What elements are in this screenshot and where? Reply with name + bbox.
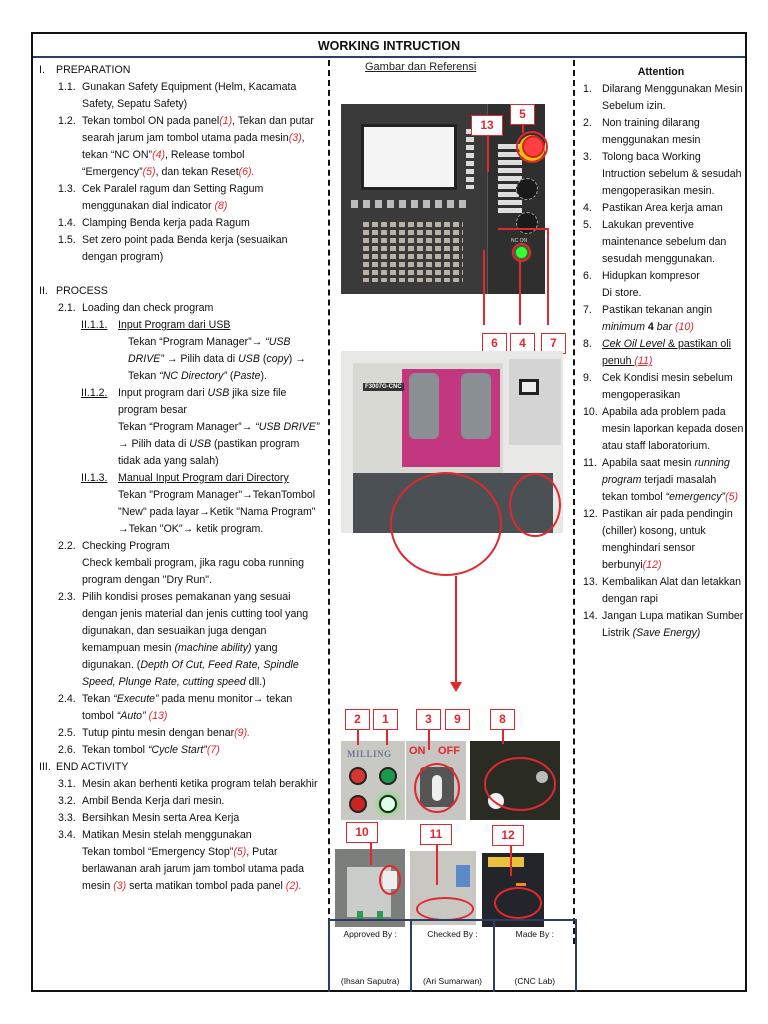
column-divider-right	[573, 60, 575, 944]
step-number: 2.5.	[58, 727, 76, 739]
section-label: PREPARATION	[56, 64, 131, 76]
callout-6: 6	[482, 333, 507, 354]
callout-13: 13	[471, 115, 503, 136]
step-number: 2.1.	[58, 302, 76, 314]
signature-name: (Ari Sumarwan)	[422, 976, 483, 986]
attention-item	[577, 115, 745, 149]
step-text: Tekan tombol ON pada panel(1), Tekan dan putar searah jarum jam tombol utama pada mesin(3), tekan “NC ON”(4), Release tombol “Emergency”(5), dan tekan Reset(6).	[82, 115, 314, 178]
arrow-line	[455, 576, 457, 686]
attention-number: 7.	[583, 304, 592, 316]
step-number: 1.1.	[58, 81, 76, 93]
callout-4: 4	[510, 333, 535, 354]
callout-8: 8	[490, 709, 515, 730]
step-number: 3.1.	[58, 778, 76, 790]
chiller-photo	[482, 853, 544, 927]
signature-name: (Ihsan Saputra)	[340, 976, 400, 986]
highlight-ring	[494, 887, 542, 919]
reference-heading: Gambar dan Referensi	[365, 61, 477, 73]
step-item	[33, 827, 327, 895]
door-window	[461, 373, 491, 439]
on-button-icon	[379, 767, 397, 785]
callout-line	[428, 730, 430, 750]
step-item	[33, 793, 327, 810]
spindle-override-knob-icon	[516, 212, 538, 234]
door-window	[409, 373, 439, 439]
main-switch-photo	[406, 741, 466, 820]
attention-title: Attention	[637, 66, 685, 78]
callout-line	[502, 730, 504, 744]
substep-body: Tekan "Program Manager"→TekanTombol "New" pada layar→Ketik "Nama Program" →Tekan "OK"→ ketik program.	[118, 489, 316, 535]
callout-line	[510, 846, 512, 876]
control-panel-photo	[341, 104, 545, 294]
step-item	[33, 79, 327, 113]
oil-display-icon	[456, 865, 470, 887]
attention-text: Apabila ada problem pada mesin laporkan kepada dosen atau staff laboratorium.	[602, 406, 744, 452]
step-number: 2.6.	[58, 744, 76, 756]
spacer	[33, 266, 327, 283]
step-text: Pilih kondisi proses pemakanan yang sesuai dengan jenis material dan jenis cutting tool yang digunakan, dan sesuaikan juga dengan kemampuan mesin (machine ability) yang digunakan. (Depth Of Cut, Feed Rate, Spindle Speed, Plunge Rate, cutting speed dll.)	[82, 591, 309, 688]
attention-text: Pastikan air pada pendingin (chiller) kosong, untuk menghindari sensor berbunyi(12)	[602, 508, 733, 571]
highlight-ring	[484, 757, 556, 811]
signature-checked	[410, 921, 492, 992]
callout-line	[498, 228, 548, 230]
attention-text: Kembalikan Alat dan letakkan dengan rapi	[602, 576, 741, 605]
step-item	[33, 725, 327, 742]
signature-role: Made By :	[515, 929, 554, 939]
attention-number: 14.	[583, 610, 598, 622]
step-item	[33, 776, 327, 793]
callout-10: 10	[346, 822, 378, 843]
attention-number: 9.	[583, 372, 592, 384]
callout-line	[436, 845, 438, 885]
callout-line	[357, 730, 359, 745]
attention-item	[577, 404, 745, 455]
substep-item	[33, 470, 327, 538]
section-heading	[33, 759, 327, 776]
off-button-icon	[349, 767, 367, 785]
attention-number: 10.	[583, 406, 598, 418]
callout-line	[487, 136, 489, 172]
step-text: Loading dan check program	[82, 302, 214, 314]
callout-2: 2	[345, 709, 370, 730]
signature-role: Approved By :	[343, 929, 397, 939]
attention-item	[577, 455, 745, 506]
on-label: ON	[409, 745, 426, 757]
attention-item	[577, 574, 745, 608]
oil-level-photo	[410, 851, 476, 925]
step-item	[33, 589, 327, 691]
step-text: Mesin akan berhenti ketika program telah berakhir	[82, 778, 318, 790]
attention-item	[577, 608, 745, 642]
highlight-ring	[416, 897, 474, 921]
reference-images-column	[330, 60, 573, 944]
step-item	[33, 691, 327, 725]
dial-indicator-photo	[470, 741, 560, 820]
step-number: 1.3.	[58, 183, 76, 195]
callout-7: 7	[541, 333, 566, 354]
keypad	[363, 222, 463, 282]
machine-model-label: F3007G-CNC	[365, 384, 402, 390]
door-highlight-ring	[390, 472, 502, 576]
step-text: Matikan Mesin stelah menggunakan Tekan tombol “Emergency Stop”(5), Putar berlawanan arah jarum jam tombol utama pada mesin (3) serta matikan tombol pada panel (2).	[82, 829, 305, 892]
section-number: I.	[39, 64, 45, 76]
step-text: Tekan tombol “Cycle Start”(7)	[82, 744, 220, 756]
step-text: Clamping Benda kerja pada Ragum	[82, 217, 250, 229]
step-item	[33, 810, 327, 827]
attention-number: 12.	[583, 508, 598, 520]
substep-item	[33, 385, 327, 470]
callout-line	[370, 843, 372, 865]
callout-line	[386, 730, 388, 745]
step-number: 1.2.	[58, 115, 76, 127]
callout-5: 5	[510, 104, 535, 125]
step-item	[33, 742, 327, 759]
substep-text	[118, 385, 327, 470]
page-title: WORKING INTRUCTION	[33, 34, 745, 58]
highlight-ring	[379, 865, 401, 895]
attention-number: 3.	[583, 151, 592, 163]
callout-line	[519, 260, 521, 325]
step-number: 2.2.	[58, 540, 76, 552]
attention-number: 6.	[583, 270, 592, 282]
substep-number: II.1.2.	[81, 387, 108, 399]
attention-item	[577, 302, 745, 336]
attention-number: 11.	[583, 457, 597, 469]
step-text: Gunakan Safety Equipment (Helm, Kacamata Safety, Sepatu Safety)	[82, 81, 297, 110]
step-text: Ambil Benda Kerja dari mesin.	[82, 795, 225, 807]
machine-control-panel	[509, 359, 561, 445]
feed-override-knob-icon	[516, 178, 538, 200]
signature-made	[493, 921, 577, 992]
attention-number: 5.	[583, 219, 592, 231]
step-text: Bersihkan Mesin serta Area Kerja	[82, 812, 240, 824]
step-item	[33, 538, 327, 589]
callout-3: 3	[416, 709, 441, 730]
attention-item	[577, 336, 745, 370]
attention-text: Tolong baca Working Intruction sebelum & sesudah mengoperasikan mesin.	[602, 151, 742, 197]
attention-item	[577, 149, 745, 200]
step-number: 3.4.	[58, 829, 76, 841]
attention-text: Cek Oil Level & pastikan oli penuh (11)	[602, 338, 731, 367]
side-keys	[466, 129, 474, 189]
attention-number: 1.	[583, 83, 592, 95]
attention-text: Pastikan tekanan angin minimum 4 bar (10)	[602, 304, 713, 333]
callout-line	[483, 250, 485, 325]
arrow-down-icon	[450, 682, 462, 692]
step-number: 1.4.	[58, 217, 76, 229]
step-number: 3.3.	[58, 812, 76, 824]
attention-text: Lakukan preventive maintenance sebelum dan sesudah menggunakan.	[602, 219, 727, 265]
attention-column	[577, 60, 745, 642]
callout-9: 9	[445, 709, 470, 730]
red-lamp-icon	[349, 795, 367, 813]
substep-body: Input program dari USB jika size file program besar Tekan “Program Manager”→ “USB DRIVE” → Pilih data di USB (pastikan program tidak ada yang salah)	[118, 387, 320, 467]
substep-text	[118, 317, 327, 385]
step-text: Tutup pintu mesin dengan benar(9).	[82, 727, 251, 739]
procedure-column	[33, 60, 327, 895]
substep-number: II.1.1.	[81, 319, 108, 331]
section-number: III.	[39, 761, 51, 773]
off-label: OFF	[438, 745, 460, 757]
attention-item	[577, 506, 745, 574]
cnc-screen	[361, 124, 457, 190]
nc-on-label: NC ON	[511, 238, 528, 244]
attention-text: Pastikan Area kerja aman	[602, 202, 723, 214]
step-item	[33, 232, 327, 266]
step-number: 1.5.	[58, 234, 76, 246]
step-number: 2.3.	[58, 591, 76, 603]
highlight-ring	[516, 131, 548, 163]
machine-screen	[519, 379, 539, 395]
highlight-ring	[512, 243, 531, 262]
attention-number: 4.	[583, 202, 592, 214]
attention-item	[577, 200, 745, 217]
substep-item	[33, 317, 327, 385]
attention-text: Apabila saat mesin running program terjadi masalah tekan tombol “emergency”(5)	[602, 457, 739, 503]
section-number: II.	[39, 285, 48, 297]
step-text: Set zero point pada Benda kerja (sesuaikan dengan program)	[82, 234, 288, 263]
callout-11: 11	[420, 824, 452, 845]
substep-text	[118, 470, 327, 538]
callout-line	[522, 125, 524, 133]
attention-text: Jangan Lupa matikan Sumber Listrik (Save Energy)	[602, 610, 744, 639]
attention-text: Cek Kondisi mesin sebelum mengoperasikan	[602, 372, 733, 401]
step-item	[33, 181, 327, 215]
callout-12: 12	[492, 825, 524, 846]
step-item	[33, 215, 327, 232]
step-number: 2.4.	[58, 693, 76, 705]
work-instruction-sheet	[31, 32, 747, 992]
green-lamp-icon	[379, 795, 397, 813]
attention-item	[577, 370, 745, 404]
attention-number: 2.	[583, 117, 592, 129]
attention-item	[577, 268, 745, 302]
callout-line	[547, 228, 549, 325]
attention-text: Non training dilarang menggunakan mesin	[602, 117, 701, 146]
attention-item	[577, 81, 745, 115]
attention-list	[577, 81, 745, 642]
section-label: END ACTIVITY	[56, 761, 129, 773]
signature-block	[328, 919, 577, 992]
attention-number: 8.	[583, 338, 592, 350]
callout-1: 1	[373, 709, 398, 730]
attention-number: 13.	[583, 576, 598, 588]
indicator-bar	[516, 883, 526, 886]
substep-body: Tekan “Program Manager”→ “USB DRIVE” → Pilih data di USB (copy) → Tekan “NC Directory” (Paste).	[128, 336, 306, 382]
section-heading	[33, 62, 327, 79]
milling-label: MILLING	[347, 749, 392, 759]
step-text: Cek Paralel ragum dan Setting Ragum menggunakan dial indicator (8)	[82, 183, 264, 212]
section-label: PROCESS	[56, 285, 108, 297]
step-text: Checking Program Check kembali program, jika ragu coba running program dengan "Dry Run".	[82, 540, 304, 586]
power-buttons-photo	[341, 741, 405, 820]
signature-approved	[328, 921, 410, 992]
step-item	[33, 113, 327, 181]
attention-text: Dilarang Menggunakan Mesin Sebelum izin.	[602, 83, 743, 112]
softkeys	[351, 200, 471, 208]
substep-title: Input Program dari USB	[118, 319, 231, 331]
step-item	[33, 300, 327, 317]
step-text: Tekan “Execute” pada menu monitor→ tekan tombol “Auto” (13)	[82, 693, 293, 722]
substep-number: II.1.3.	[81, 472, 108, 484]
substep-title: Manual Input Program dari Directory	[118, 472, 289, 484]
chiller-brand-label	[488, 857, 524, 867]
attention-text: Hidupkan kompresor Di store.	[602, 270, 700, 299]
signature-name: (CNC Lab)	[514, 976, 556, 986]
section-heading	[33, 283, 327, 300]
panel-highlight-ring	[509, 473, 561, 537]
signature-role: Checked By :	[427, 929, 478, 939]
highlight-ring	[414, 763, 460, 813]
attention-item	[577, 217, 745, 268]
step-number: 3.2.	[58, 795, 76, 807]
